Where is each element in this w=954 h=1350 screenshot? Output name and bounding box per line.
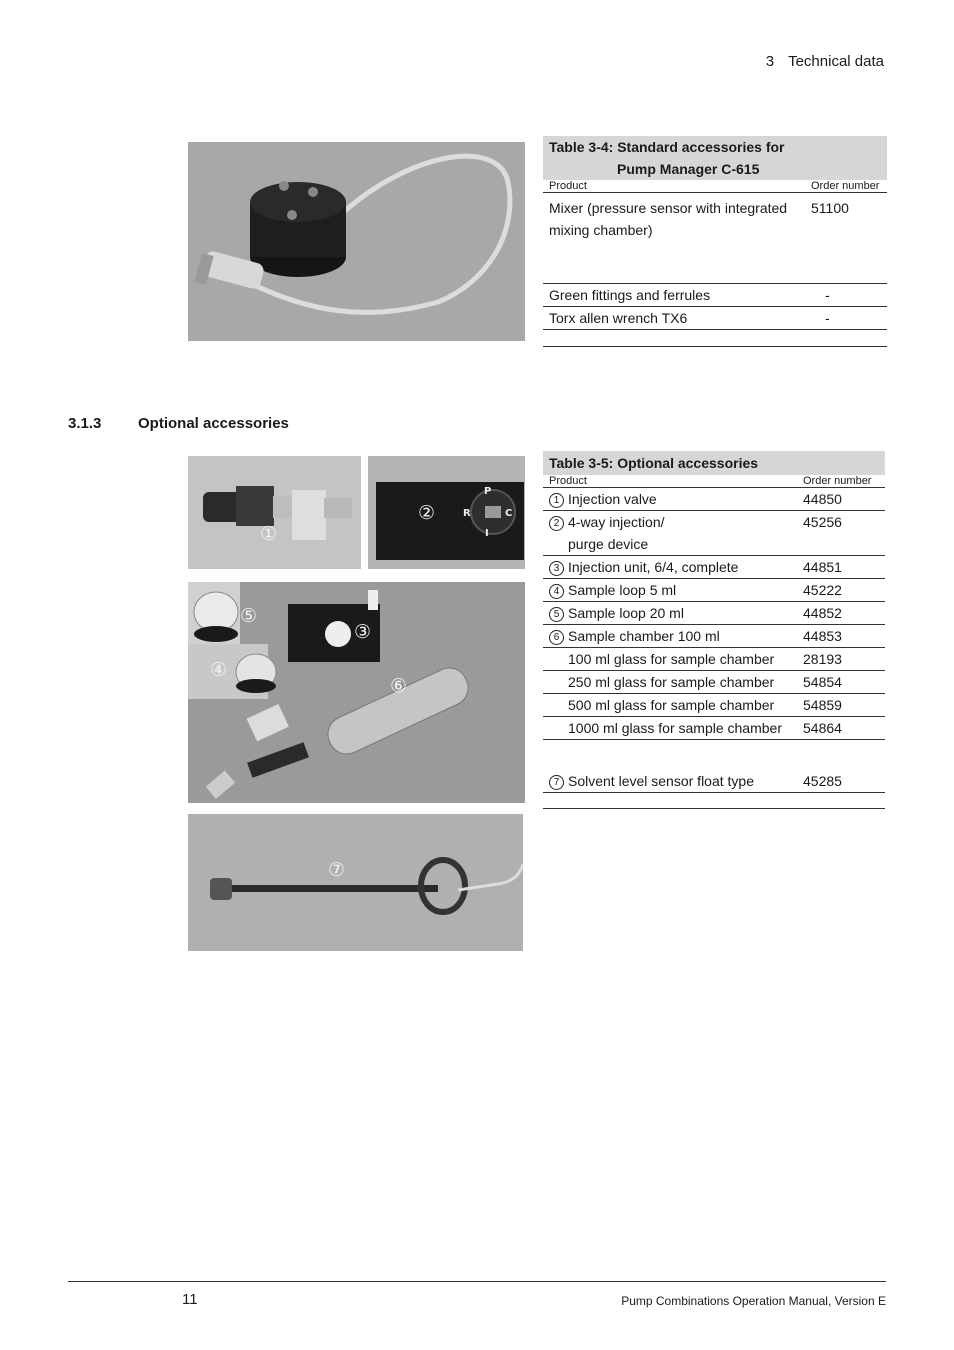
- running-header: [766, 53, 884, 70]
- product-name: Sample chamber 100 ml: [568, 628, 720, 644]
- product-name-line-2: purge device: [568, 536, 649, 552]
- order-cell: -: [805, 284, 887, 307]
- column-header-product: Product: [543, 475, 797, 488]
- table-row: [543, 625, 885, 648]
- level-sensor-photo: [188, 814, 523, 951]
- mixer-photo: [188, 142, 525, 341]
- order-cell: 45222: [797, 579, 885, 602]
- item-marker: 4: [549, 584, 564, 599]
- product-cell: [543, 579, 797, 602]
- table-row: [543, 671, 885, 694]
- table-row: [543, 193, 887, 284]
- order-cell: 45285: [797, 740, 885, 793]
- caption-text: Table 3-5: Optional accessories: [549, 455, 759, 471]
- callout-1: ①: [260, 523, 278, 545]
- callout-5: ⑤: [240, 605, 258, 627]
- product-cell: [543, 625, 797, 648]
- column-header-product: Product: [543, 180, 805, 193]
- table-row: [543, 579, 885, 602]
- item-marker: 6: [549, 630, 564, 645]
- injection-valve-photo: [188, 456, 361, 569]
- order-cell: 28193: [797, 648, 885, 671]
- valve-letter-r: R: [463, 508, 471, 519]
- item-marker: 7: [549, 775, 564, 790]
- product-name: Sample loop 20 ml: [568, 605, 684, 621]
- item-marker: 3: [549, 561, 564, 576]
- item-marker: 1: [549, 493, 564, 508]
- caption-line-1: Table 3-4: Standard accessories for: [549, 139, 785, 155]
- product-cell: [543, 511, 797, 556]
- table-row: [543, 717, 885, 740]
- item-marker: 5: [549, 607, 564, 622]
- order-cell: 44852: [797, 602, 885, 625]
- section-heading: [68, 415, 289, 432]
- order-cell: 44850: [797, 488, 885, 511]
- order-cell: -: [805, 307, 887, 330]
- product-cell: [543, 602, 797, 625]
- order-cell: 45256: [797, 511, 885, 556]
- table-divider: [543, 346, 887, 347]
- order-cell: 54859: [797, 694, 885, 717]
- table-row: [543, 740, 885, 793]
- product-cell: 100 ml glass for sample chamber: [543, 648, 797, 671]
- section-title: Optional accessories: [138, 415, 289, 432]
- order-cell: 54864: [797, 717, 885, 740]
- callout-7: ⑦: [328, 859, 346, 881]
- chapter-number: 3: [765, 53, 775, 70]
- order-cell: 44851: [797, 556, 885, 579]
- callout-3: ③: [354, 621, 372, 643]
- table-row: [543, 307, 887, 330]
- chapter-title: Technical data: [788, 53, 884, 70]
- document-title: Pump Combinations Operation Manual, Version E: [621, 1294, 886, 1308]
- callout-2: ②: [418, 502, 436, 524]
- callout-6: ⑥: [390, 675, 408, 697]
- table-header-row: [543, 475, 885, 488]
- table-header-row: [543, 180, 887, 193]
- product-name: Injection unit, 6/4, complete: [568, 559, 739, 575]
- purge-device-photo: [368, 456, 525, 569]
- product-cell: Mixer (pressure sensor with integrated mixing chamber): [543, 193, 805, 284]
- column-header-order: Order number: [797, 475, 885, 488]
- table-row: [543, 556, 885, 579]
- caption-line-2: Pump Manager C-615: [617, 161, 760, 177]
- product-cell: [543, 740, 797, 793]
- section-number: 3.1.3: [68, 415, 102, 432]
- product-cell: 250 ml glass for sample chamber: [543, 671, 797, 694]
- order-cell: 54854: [797, 671, 885, 694]
- standard-accessories-table: [543, 136, 887, 330]
- product-cell: Torx allen wrench TX6: [543, 307, 805, 330]
- product-cell: [543, 488, 797, 511]
- table-row: [543, 648, 885, 671]
- column-header-order: Order number: [805, 180, 887, 193]
- product-name: Solvent level sensor float type: [568, 773, 754, 789]
- product-cell: 500 ml glass for sample chamber: [543, 694, 797, 717]
- table-caption: [543, 136, 887, 180]
- valve-letter-c: C: [505, 508, 513, 519]
- item-marker: 2: [549, 516, 564, 531]
- valve-letter-p: P: [484, 486, 492, 497]
- valve-letter-i: I: [485, 528, 489, 539]
- product-name: Sample loop 5 ml: [568, 582, 677, 598]
- product-cell: [543, 556, 797, 579]
- optional-accessories-table: [543, 451, 885, 793]
- order-cell: 51100: [805, 193, 887, 284]
- product-cell: Green fittings and ferrules: [543, 284, 805, 307]
- order-cell: 44853: [797, 625, 885, 648]
- product-name: Injection valve: [568, 491, 657, 507]
- table-caption: [543, 451, 885, 475]
- table-row: [543, 602, 885, 625]
- footer-rule: [68, 1281, 886, 1282]
- product-cell: 1000 ml glass for sample chamber: [543, 717, 797, 740]
- table-row: [543, 488, 885, 511]
- callout-4: ④: [210, 659, 228, 681]
- table-row: [543, 694, 885, 717]
- table-row: [543, 511, 885, 556]
- injection-unit-photo: [188, 582, 525, 803]
- table-divider: [543, 808, 885, 809]
- page-number: 11: [182, 1291, 198, 1308]
- product-name: 4-way injection/: [568, 514, 665, 530]
- table-row: [543, 284, 887, 307]
